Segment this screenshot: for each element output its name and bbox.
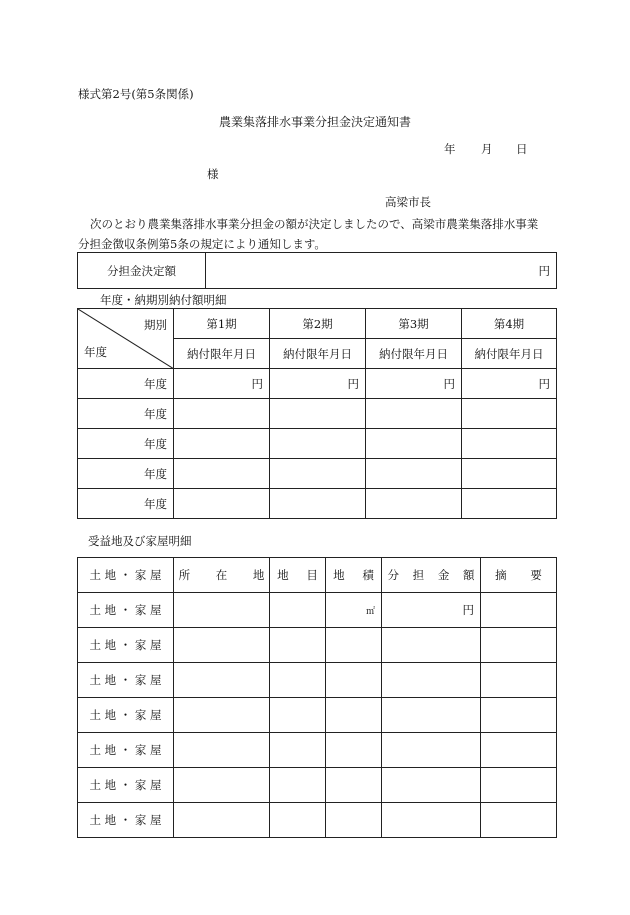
contribution-amount-header: 分 担 金 額 [382,558,481,593]
table-row [78,628,557,663]
period-header: 第3期 [366,309,462,339]
amount-cell [462,399,557,429]
corner-period-label: 期別 [144,318,167,332]
amount-cell [366,459,462,489]
land-category-cell [270,733,326,768]
body-line-1: 次のとおり農業集落排水事業分担金の額が決定しましたので、高梁市農業集落排水事業 [90,217,539,231]
location-cell [174,628,270,663]
period-header: 第1期 [174,309,270,339]
land-category-cell [270,593,326,628]
location-header: 所 在 地 [174,558,270,593]
remarks-cell [481,733,557,768]
amount-unit-cell: 円 [382,593,481,628]
amount-cell [270,459,366,489]
location-cell [174,593,270,628]
table-row [78,489,557,519]
fiscal-year-label: 年度 [78,429,174,459]
area-unit: ㎡ [326,593,382,628]
section-property-title: 受益地及び家屋明細 [88,534,192,548]
land-category-cell [270,803,326,838]
remarks-cell [481,768,557,803]
fiscal-year-label: 年度 [78,399,174,429]
land-category-cell [270,768,326,803]
amount-cell [382,663,481,698]
land-building-label: 土 地 ・ 家 屋 [78,663,174,698]
due-date-header: 納付限年月日 [462,339,557,369]
amount-cell [270,489,366,519]
table-row [78,429,557,459]
table-row [78,768,557,803]
land-building-label: 土 地 ・ 家 屋 [78,628,174,663]
table-row [78,803,557,838]
land-category-header: 地 目 [270,558,326,593]
amount-cell [366,489,462,519]
land-category-cell [270,628,326,663]
amount-cell [174,429,270,459]
table-row [78,593,557,628]
land-building-label: 土 地 ・ 家 屋 [78,593,174,628]
document-title: 農業集落排水事業分担金決定通知書 [219,115,412,129]
location-cell [174,698,270,733]
amount-cell: 円 [366,369,462,399]
amount-cell [270,429,366,459]
remarks-cell [481,803,557,838]
table-row [78,698,557,733]
amount-cell [462,459,557,489]
period-header: 第2期 [270,309,366,339]
land-area-header: 地 積 [326,558,382,593]
amount-cell [174,399,270,429]
due-date-header: 納付限年月日 [270,339,366,369]
amount-cell [366,399,462,429]
body-line-2: 分担金徴収条例第5条の規定により通知します。 [78,237,326,251]
remarks-cell [481,593,557,628]
land-building-header: 土 地 ・ 家 屋 [78,558,174,593]
location-cell [174,768,270,803]
property-table [77,557,557,838]
land-category-cell [270,698,326,733]
table-row [78,663,557,698]
addressee-suffix: 様 [207,167,219,181]
table-row [78,399,557,429]
section-installments-title: 年度・納期別納付額明細 [100,293,227,307]
remarks-cell [481,628,557,663]
land-building-label: 土 地 ・ 家 屋 [78,698,174,733]
period-header: 第4期 [462,309,557,339]
area-cell [326,768,382,803]
fiscal-year-label: 年度 [78,369,174,399]
area-cell [326,698,382,733]
area-cell [326,628,382,663]
amount-cell [382,768,481,803]
amount-table [77,252,557,289]
form-number: 様式第2号(第5条関係) [78,87,194,101]
installments-table [77,308,557,519]
amount-cell [366,429,462,459]
amount-cell: 円 [462,369,557,399]
amount-cell [462,429,557,459]
location-cell [174,803,270,838]
area-cell [326,803,382,838]
remarks-cell [481,663,557,698]
amount-cell [382,698,481,733]
location-cell [174,733,270,768]
land-building-label: 土 地 ・ 家 屋 [78,733,174,768]
remarks-header: 摘 要 [481,558,557,593]
date-year-label: 年 [444,142,456,156]
fiscal-year-label: 年度 [78,489,174,519]
table-row [78,369,557,399]
table-row [78,459,557,489]
issuer: 高梁市長 [385,195,431,209]
fiscal-year-label: 年度 [78,459,174,489]
amount-cell [174,489,270,519]
due-date-header: 納付限年月日 [174,339,270,369]
amount-cell [382,628,481,663]
amount-cell: 円 [174,369,270,399]
amount-cell [382,733,481,768]
location-cell [174,663,270,698]
land-building-label: 土 地 ・ 家 屋 [78,768,174,803]
property-header-row [78,558,557,593]
area-cell [326,663,382,698]
installments-corner-cell [78,309,174,369]
remarks-cell [481,698,557,733]
amount-cell [382,803,481,838]
land-building-label: 土 地 ・ 家 屋 [78,803,174,838]
table-row [78,733,557,768]
amount-label: 分担金決定額 [78,253,206,289]
date-month-label: 月 [481,142,493,156]
amount-cell [462,489,557,519]
amount-cell [270,399,366,429]
corner-year-label: 年度 [84,345,107,359]
amount-unit: 円 [206,253,557,289]
amount-cell: 円 [270,369,366,399]
date-day-label: 日 [516,142,528,156]
land-category-cell [270,663,326,698]
due-date-header: 納付限年月日 [366,339,462,369]
area-cell [326,733,382,768]
amount-cell [174,459,270,489]
